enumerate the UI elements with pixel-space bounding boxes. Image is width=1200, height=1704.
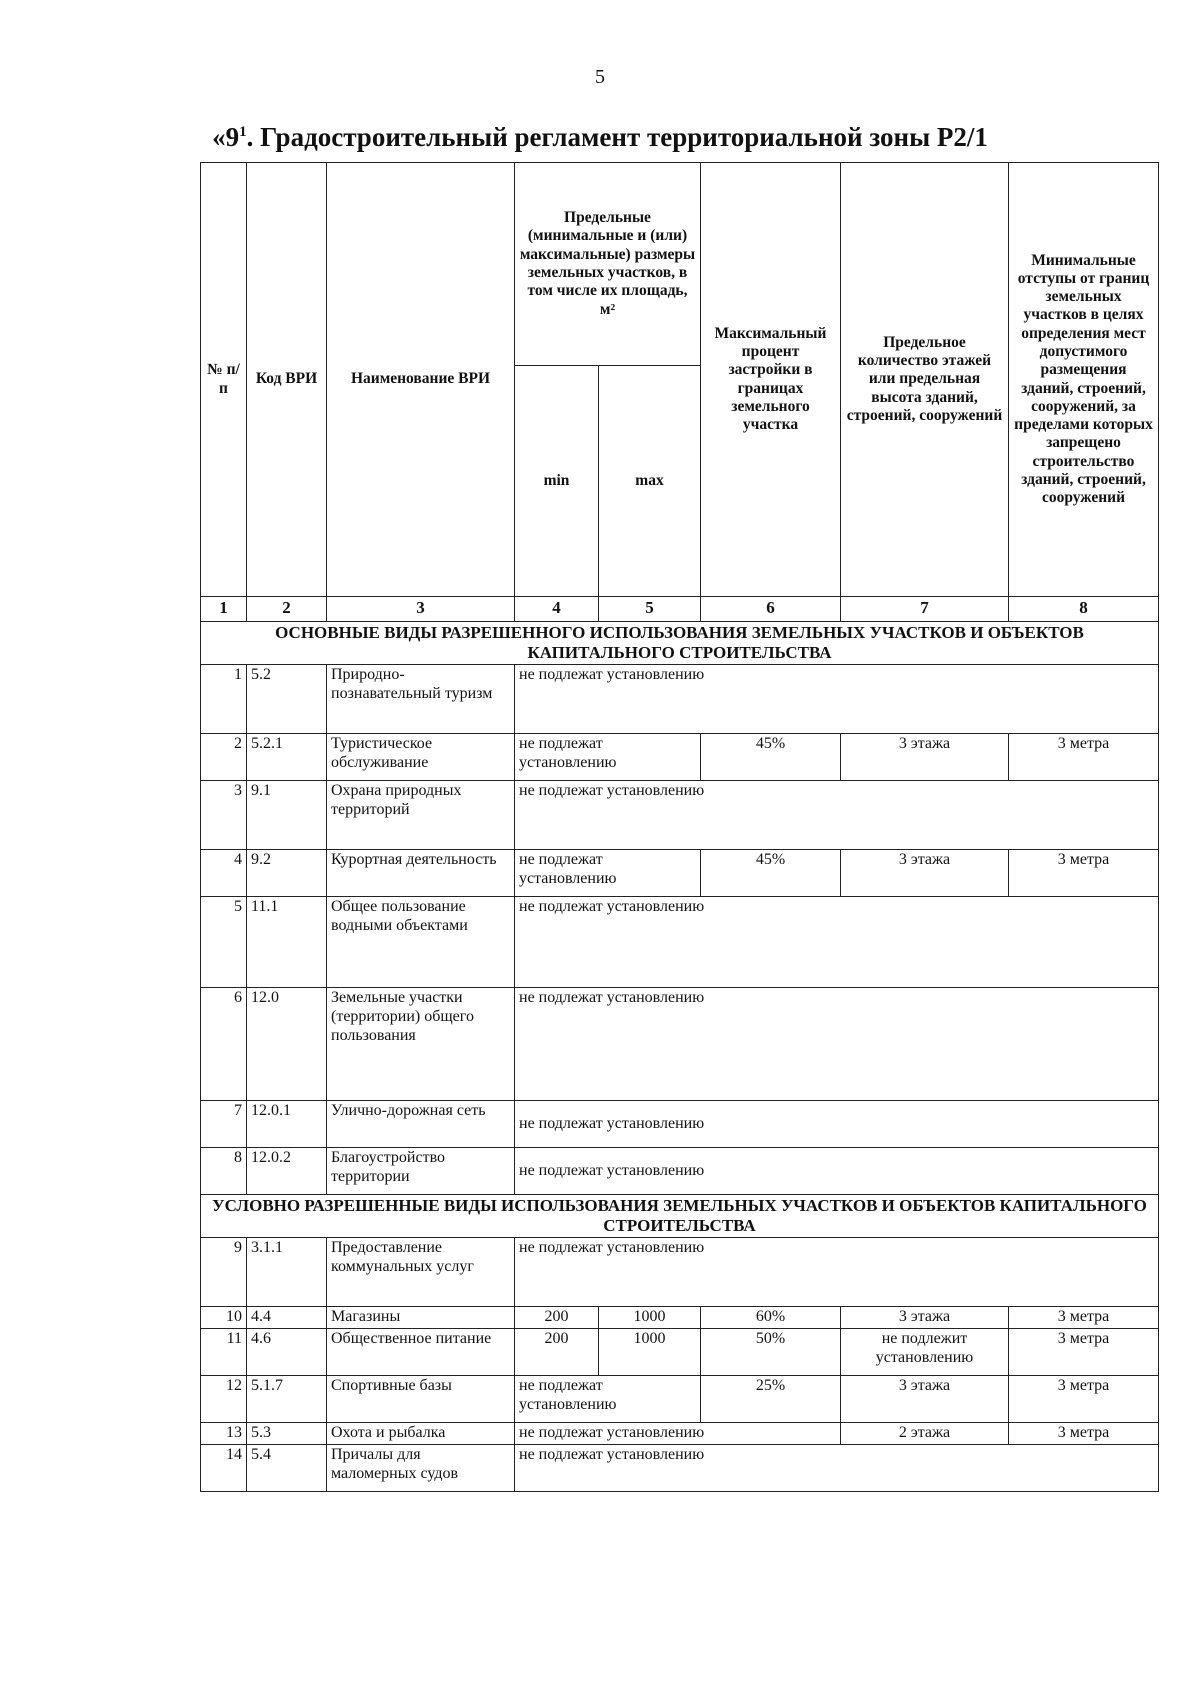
table-row — [201, 1329, 1159, 1376]
row-percent: 25% — [701, 1376, 841, 1423]
row-number: 10 — [201, 1307, 247, 1329]
table-row — [201, 1148, 1159, 1195]
document-title: «$9^1$. Градостроительный регламент территориальной зоны Р2/1 — [212, 122, 988, 152]
column-number: 3 — [327, 597, 515, 622]
row-percent: 45% — [701, 850, 841, 897]
row-code: 12.0.1 — [247, 1101, 327, 1148]
section-title: УСЛОВНО РАЗРЕШЕННЫЕ ВИДЫ ИСПОЛЬЗОВАНИЯ ЗЕМЕЛЬНЫХ УЧАСТКОВ И ОБЪЕКТОВ КАПИТАЛЬНОГО СТРОИТЕЛЬСТВА — [201, 1195, 1159, 1238]
row-code: 9.2 — [247, 850, 327, 897]
row-value: не подлежат установлению — [515, 665, 1159, 734]
row-indent: 3 метра — [1009, 850, 1159, 897]
row-indent: 3 метра — [1009, 1329, 1159, 1376]
row-name: Предоставление коммунальных услуг — [327, 1238, 515, 1307]
row-number: 6 — [201, 988, 247, 1101]
row-percent: 60% — [701, 1307, 841, 1329]
table-row — [201, 850, 1159, 897]
row-indent: 3 метра — [1009, 1376, 1159, 1423]
row-value: не подлежат установлению — [515, 1148, 1159, 1195]
table-row — [201, 1307, 1159, 1329]
header-plot-size: Предельные (минимальные и (или) максимальные) размеры земельных участков, в том числе их площадь, м² — [515, 163, 701, 366]
row-size: не подлежат установлению — [515, 734, 701, 781]
table-row — [201, 1101, 1159, 1148]
row-value: не подлежат установлению — [515, 1423, 841, 1445]
header-number: № п/ п — [201, 163, 247, 597]
row-floors: 3 этажа — [841, 850, 1009, 897]
row-number: 3 — [201, 781, 247, 850]
header-floors: Предельное количество этажей или предельная высота зданий, строений, сооружений — [841, 163, 1009, 597]
header-max-percent: Максимальный процент застройки в границах земельного участка — [701, 163, 841, 597]
row-name: Общее пользование водными объектами — [327, 897, 515, 988]
row-name: Природно-познавательный туризм — [327, 665, 515, 734]
row-floors: 3 этажа — [841, 1376, 1009, 1423]
row-max: 1000 — [599, 1307, 701, 1329]
row-number: 1 — [201, 665, 247, 734]
row-code: 5.4 — [247, 1444, 327, 1491]
row-max: 1000 — [599, 1329, 701, 1376]
row-name: Спортивные базы — [327, 1376, 515, 1423]
row-name: Благоустройство территории — [327, 1148, 515, 1195]
row-name: Магазины — [327, 1307, 515, 1329]
row-code: 9.1 — [247, 781, 327, 850]
row-code: 4.4 — [247, 1307, 327, 1329]
row-value: не подлежат установлению — [515, 1444, 1159, 1491]
row-indent: 3 метра — [1009, 734, 1159, 781]
row-code: 12.0 — [247, 988, 327, 1101]
row-code: 12.0.2 — [247, 1148, 327, 1195]
column-number: 8 — [1009, 597, 1159, 622]
row-value: не подлежат установлению — [515, 781, 1159, 850]
row-value: не подлежат установлению — [515, 897, 1159, 988]
row-code: 4.6 — [247, 1329, 327, 1376]
column-numbers-row — [201, 597, 1159, 622]
row-code: 3.1.1 — [247, 1238, 327, 1307]
row-indent: 3 метра — [1009, 1423, 1159, 1445]
header-min: min — [515, 366, 599, 597]
row-min: 200 — [515, 1329, 599, 1376]
row-value: не подлежат установлению — [515, 988, 1159, 1101]
row-name: Улично-дорожная сеть — [327, 1101, 515, 1148]
row-name: Курортная деятельность — [327, 850, 515, 897]
row-name: Охрана природных территорий — [327, 781, 515, 850]
row-number: 11 — [201, 1329, 247, 1376]
row-code: 5.3 — [247, 1423, 327, 1445]
row-number: 7 — [201, 1101, 247, 1148]
row-min: 200 — [515, 1307, 599, 1329]
column-number: 4 — [515, 597, 599, 622]
row-name: Общественное питание — [327, 1329, 515, 1376]
table-row — [201, 897, 1159, 988]
table-row — [201, 1444, 1159, 1491]
row-name: Туристическое обслуживание — [327, 734, 515, 781]
row-number: 12 — [201, 1376, 247, 1423]
table-row — [201, 665, 1159, 734]
row-size: не подлежат установлению — [515, 850, 701, 897]
section-title: ОСНОВНЫЕ ВИДЫ РАЗРЕШЕННОГО ИСПОЛЬЗОВАНИЯ ЗЕМЕЛЬНЫХ УЧАСТКОВ И ОБЪЕКТОВ КАПИТАЛЬНОГО СТРОИТЕЛЬСТВА — [201, 622, 1159, 665]
row-code: 5.2.1 — [247, 734, 327, 781]
table-row — [201, 781, 1159, 850]
column-number: 6 — [701, 597, 841, 622]
column-number: 2 — [247, 597, 327, 622]
row-percent: 45% — [701, 734, 841, 781]
header-row — [201, 163, 1159, 366]
row-code: 5.1.7 — [247, 1376, 327, 1423]
table-row — [201, 1238, 1159, 1307]
row-code: 11.1 — [247, 897, 327, 988]
row-number: 9 — [201, 1238, 247, 1307]
row-name: Охота и рыбалка — [327, 1423, 515, 1445]
section-row-main — [201, 622, 1159, 665]
regulation-table — [200, 162, 1159, 1492]
row-indent: 3 метра — [1009, 1307, 1159, 1329]
row-value: не подлежат установлению — [515, 1238, 1159, 1307]
header-max: max — [599, 366, 701, 597]
header-indents: Минимальные отступы от границ земельных участков в целях определения мест допустимого размещения зданий, строений, сооружений, за пределами которых запрещено строительство зданий, строений, сооружений — [1009, 163, 1159, 597]
header-code: Код ВРИ — [247, 163, 327, 597]
row-percent: 50% — [701, 1329, 841, 1376]
row-floors: не подлежит установлению — [841, 1329, 1009, 1376]
row-name: Причалы для маломерных судов — [327, 1444, 515, 1491]
row-floors: 3 этажа — [841, 734, 1009, 781]
row-number: 5 — [201, 897, 247, 988]
row-value: не подлежат установлению — [515, 1101, 1159, 1148]
section-row-conditional — [201, 1195, 1159, 1238]
row-number: 14 — [201, 1444, 247, 1491]
row-number: 13 — [201, 1423, 247, 1445]
row-name: Земельные участки (территории) общего пользования — [327, 988, 515, 1101]
row-size: не подлежат установлению — [515, 1376, 701, 1423]
header-name: Наименование ВРИ — [327, 163, 515, 597]
row-number: 2 — [201, 734, 247, 781]
table-row — [201, 988, 1159, 1101]
table-row — [201, 1376, 1159, 1423]
column-number: 1 — [201, 597, 247, 622]
row-code: 5.2 — [247, 665, 327, 734]
column-number: 5 — [599, 597, 701, 622]
column-number: 7 — [841, 597, 1009, 622]
table-row — [201, 734, 1159, 781]
row-floors: 3 этажа — [841, 1307, 1009, 1329]
row-number: 8 — [201, 1148, 247, 1195]
row-number: 4 — [201, 850, 247, 897]
page-number: 5 — [595, 66, 605, 88]
table-row — [201, 1423, 1159, 1445]
row-floors: 2 этажа — [841, 1423, 1009, 1445]
